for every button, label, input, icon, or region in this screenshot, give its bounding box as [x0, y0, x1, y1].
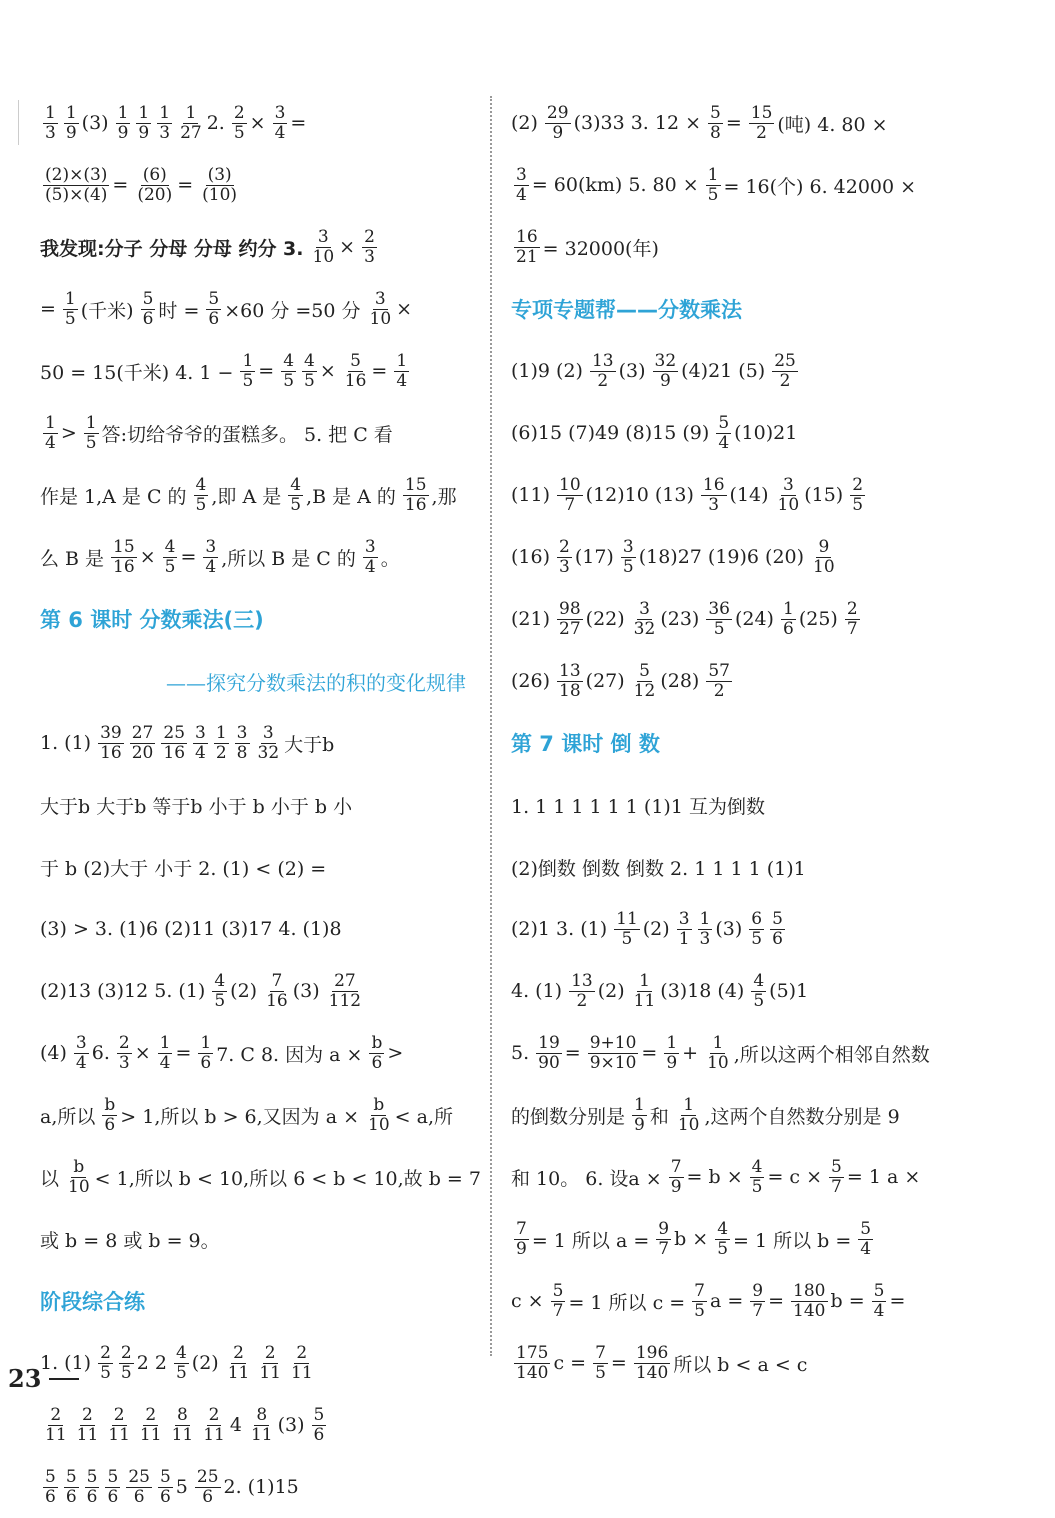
fraction: 13 2 — [591, 350, 614, 391]
text-segment: (21) — [511, 608, 551, 630]
fraction: 2 5 — [852, 474, 864, 515]
fraction: $\frac{2}{3}$ — [364, 226, 375, 267]
fraction: 1 11 — [633, 970, 656, 1011]
fraction: 36 5 — [708, 598, 730, 639]
text-segment: = 1 所以 a = — [531, 1229, 650, 1252]
text-segment: (26) — [511, 670, 551, 692]
text-segment: (3) — [715, 918, 743, 940]
text-segment: (11) — [511, 484, 551, 506]
text-segment: = 60(km) 5. 80 × — [531, 174, 699, 196]
fraction: 1 9 — [65, 102, 77, 143]
fraction: $\frac{5}{7}$ — [831, 1156, 842, 1197]
text-segment: = 1 a × — [846, 1166, 921, 1188]
fraction: 3 32 — [257, 722, 280, 763]
text-segment: = — [175, 1042, 192, 1064]
fraction: $\frac{4}{5}$ — [717, 1218, 729, 1259]
fraction: 32 9 — [654, 350, 677, 391]
text-segment: b = — [830, 1290, 865, 1312]
text-segment: (5)1 — [769, 980, 809, 1002]
text-segment: ,这两个自然数分别是 9 — [704, 1105, 900, 1128]
section-subtitle: ——探究分数乘法的积的变化规律 — [166, 670, 466, 695]
right-column — [511, 92, 951, 1394]
text-segment: (3) — [292, 980, 320, 1002]
fraction: 1 10 — [677, 1094, 700, 1135]
fraction: $\frac{15}{16}$ — [113, 536, 135, 577]
fraction: 3 4 — [195, 722, 206, 763]
text-segment: ,所以这两个相邻自然数 — [733, 1043, 930, 1066]
right-line — [511, 216, 951, 278]
fraction: 25 6 — [128, 1466, 150, 1507]
fraction: $\frac{15}{2}$ — [750, 102, 773, 143]
right-line — [511, 1084, 951, 1146]
left-line — [40, 774, 480, 836]
left-line — [40, 960, 480, 1022]
text-segment: 所以 b < a < c — [673, 1353, 808, 1376]
text-segment: (15) — [804, 484, 844, 506]
fraction: 1 9 — [117, 102, 129, 143]
fraction: 98 27 — [559, 598, 581, 639]
text-segment: = — [564, 1042, 581, 1064]
fraction: 3 1 — [678, 908, 690, 949]
text-segment: 以 — [40, 1167, 60, 1190]
left-line — [40, 712, 480, 774]
text-segment: ,那 — [431, 485, 457, 508]
text-segment: (1)9 (2) — [511, 360, 583, 382]
fraction: $\frac{16}{21}$ — [516, 226, 538, 267]
text-segment: = c × — [767, 1166, 823, 1188]
fraction: 2 11 — [76, 1404, 99, 1445]
text-segment: (2) — [230, 980, 258, 1002]
fraction: $\frac{7}{5}$ — [694, 1280, 705, 1321]
fraction: 1 4 — [45, 412, 56, 453]
left-line — [40, 464, 480, 526]
fraction: $\frac{5}{16}$ — [344, 350, 367, 391]
text-segment: 1. (1) — [40, 1352, 92, 1374]
text-segment: = — [40, 298, 56, 320]
fraction: 27 20 — [131, 722, 154, 763]
fraction: 2 11 — [291, 1342, 313, 1383]
text-segment: (2)13 (3)12 5. (1) — [40, 980, 206, 1002]
fraction: 39 16 — [100, 722, 122, 763]
text-segment: × — [396, 298, 413, 320]
text-segment: (6)15 (7)49 (8)15 (9) — [511, 422, 710, 444]
text-segment: 大于b — [284, 733, 335, 756]
text-segment: × — [319, 360, 336, 382]
fraction: $\frac{4}{5}$ — [751, 1156, 763, 1197]
fraction: $\frac{3}{4}$ — [274, 102, 286, 143]
fraction: 3 8 — [236, 722, 248, 763]
left-line — [40, 650, 480, 712]
fraction: $\frac{1}{5}$ — [242, 350, 254, 391]
text-segment: = b × — [686, 1166, 743, 1188]
fraction: $\frac{7}{9}$ — [670, 1156, 682, 1197]
fraction: $\frac{7}{5}$ — [595, 1342, 606, 1383]
left-column — [40, 92, 480, 1518]
fraction: 10 7 — [559, 474, 581, 515]
fraction: $\frac{196}{140}$ — [635, 1342, 669, 1383]
text-segment: (23) — [660, 608, 700, 630]
text-segment: (17) — [574, 546, 614, 568]
text-segment: 的倒数分别是 — [511, 1105, 626, 1128]
text-segment: × — [339, 236, 356, 258]
text-segment: (4)21 (5) — [681, 360, 766, 382]
text-segment: (10)21 — [734, 422, 798, 444]
text-segment: c = — [553, 1352, 587, 1374]
fraction: 29 9 — [546, 102, 569, 143]
section-heading: 第 6 课时 分数乘法(三) — [40, 608, 264, 632]
text-segment: 答:切给爷爷的蛋糕多。 5. 把 C 看 — [101, 423, 393, 446]
page-number-text: 23 — [8, 1364, 42, 1393]
fraction: 1 9 — [138, 102, 150, 143]
text-segment: 和 10。 6. 设a × — [511, 1167, 662, 1190]
fraction: 5 6 — [313, 1404, 325, 1445]
text-segment: 6. — [91, 1042, 110, 1064]
fraction: 16 3 — [702, 474, 725, 515]
text-segment: > — [60, 422, 77, 444]
text-segment: 大于b 大于b 等于b 小于 b 小于 b 小 — [40, 795, 353, 818]
right-line — [511, 836, 951, 898]
right-line — [511, 1270, 951, 1332]
fraction: 9 10 — [813, 536, 835, 577]
right-line — [511, 526, 951, 588]
fraction: $\frac{7}{9}$ — [516, 1218, 527, 1259]
text-segment: (千米) — [80, 299, 134, 322]
text-segment: 1. (1) — [40, 732, 92, 754]
right-line — [511, 774, 951, 836]
text-segment: = — [180, 546, 197, 568]
fraction: 1 27 — [180, 102, 202, 143]
fraction: 175 140 — [516, 1342, 549, 1383]
fraction: $\frac{9+10}{9\times 10}$ — [589, 1032, 637, 1073]
section-heading: 第 7 课时 倒 数 — [511, 732, 660, 756]
text-segment: = — [371, 360, 388, 382]
fraction: b 6 — [104, 1094, 116, 1135]
text-segment: = — [610, 1352, 627, 1374]
fraction: 2 5 — [120, 1342, 132, 1383]
fraction: 8 11 — [171, 1404, 194, 1445]
text-segment: a,所以 — [40, 1105, 96, 1128]
text-segment: (吨) 4. 80 × — [777, 113, 888, 136]
fraction: $\frac{1}{9}$ — [666, 1032, 678, 1073]
text-segment: 么 B 是 — [40, 547, 105, 570]
fraction: $\frac{(3)}{(10)}$ — [202, 164, 238, 205]
fraction: 2 11 — [203, 1404, 225, 1445]
text-segment: = 1 所以 c = — [568, 1291, 686, 1314]
right-line — [511, 340, 951, 402]
text-segment: (2)倒数 倒数 倒数 2. 1 1 1 1 (1)1 — [511, 857, 806, 880]
fraction: 5 6 — [142, 288, 154, 329]
right-line — [511, 154, 951, 216]
fraction: 5 6 — [159, 1466, 171, 1507]
text-segment: = — [290, 112, 307, 134]
text-segment: (16) — [511, 546, 551, 568]
text-segment: (2) — [597, 980, 625, 1002]
fraction: $\frac{4}{5}$ — [283, 350, 295, 391]
fraction: $\frac{5}{4}$ — [860, 1218, 872, 1259]
fraction: $\frac{b}{10}$ — [368, 1094, 390, 1135]
fraction: $\frac{3}{10}$ — [369, 288, 392, 329]
text-segment: (27) — [585, 670, 625, 692]
fraction: 2 7 — [846, 598, 858, 639]
fraction: 5 4 — [718, 412, 730, 453]
text-segment: (14) — [729, 484, 769, 506]
text-segment: b × — [674, 1228, 709, 1250]
fraction: $\frac{1}{5}$ — [64, 288, 76, 329]
fraction: 2 11 — [45, 1404, 67, 1445]
fraction: 2 5 — [100, 1342, 111, 1383]
fraction: 5 6 — [772, 908, 783, 949]
text-segment: < a,所 — [394, 1105, 453, 1128]
text-segment: = — [177, 174, 194, 196]
fraction: 57 2 — [708, 660, 730, 701]
fraction: 25 16 — [163, 722, 186, 763]
fraction: $\frac{1}{10}$ — [707, 1032, 729, 1073]
fraction: 11 5 — [616, 908, 638, 949]
text-segment: (3) > 3. (1)6 (2)11 (3)17 4. (1)8 — [40, 918, 342, 940]
right-line — [511, 588, 951, 650]
fraction: 4 5 — [175, 1342, 187, 1383]
text-segment: a = — [710, 1290, 744, 1312]
fraction: 3 4 — [364, 536, 376, 577]
fraction: 25 6 — [196, 1466, 219, 1507]
fraction: 3 5 — [622, 536, 634, 577]
text-segment: (25) — [798, 608, 838, 630]
text-segment: > — [387, 1042, 404, 1064]
text-segment: 5. — [511, 1042, 530, 1064]
left-line — [40, 1456, 480, 1518]
text-segment: 2. — [206, 112, 225, 134]
text-segment: 2 2 — [136, 1352, 167, 1374]
right-line — [511, 1208, 951, 1270]
left-line — [40, 1394, 480, 1456]
right-line — [511, 402, 951, 464]
text-segment: (3) — [81, 112, 109, 134]
fraction: 4 5 — [195, 474, 207, 515]
left-line — [40, 1208, 480, 1270]
fraction: 1 5 — [85, 412, 97, 453]
section-heading: 专项专题帮——分数乘法 — [511, 298, 742, 322]
fraction: 25 2 — [774, 350, 796, 391]
fraction: 5 6 — [86, 1466, 98, 1507]
left-line — [40, 278, 480, 340]
left-line — [40, 588, 480, 650]
fraction: $\frac{2}{3}$ — [118, 1032, 130, 1073]
right-line — [511, 1332, 951, 1394]
fraction: 13 2 — [571, 970, 593, 1011]
fraction: $\frac{9}{7}$ — [752, 1280, 764, 1321]
fraction: $\frac{19}{90}$ — [538, 1032, 560, 1073]
text-segment: (12)10 (13) — [585, 484, 694, 506]
text-segment: = — [725, 112, 742, 134]
text-segment: 50 = 15(千米) 4. 1 − — [40, 361, 234, 384]
text-segment: 或 b = 8 或 b = 9。 — [40, 1229, 220, 1252]
fraction: 2 11 — [139, 1404, 162, 1445]
text-segment: 和 — [649, 1105, 669, 1128]
fraction: 1 3 — [699, 908, 711, 949]
left-line — [40, 1332, 480, 1394]
text-segment: × — [249, 112, 266, 134]
fraction: 3 10 — [777, 474, 800, 515]
right-line — [511, 92, 951, 154]
text-segment: 2. (1)15 — [223, 1476, 299, 1498]
fraction: $\frac{180}{140}$ — [793, 1280, 826, 1321]
margin-tick — [18, 100, 19, 145]
fraction: 13 18 — [559, 660, 581, 701]
fraction: 5 6 — [107, 1466, 119, 1507]
text-segment: ,B 是 A 的 — [306, 485, 396, 508]
text-segment: 4. (1) — [511, 980, 563, 1002]
text-segment: = 1 所以 b = — [733, 1229, 852, 1252]
fraction: $\frac{3}{4}$ — [516, 164, 527, 205]
fraction: 27 112 — [328, 970, 362, 1011]
text-segment: ×60 分 =50 分 — [224, 299, 361, 322]
right-line — [511, 278, 951, 340]
text-segment: 作是 1,A 是 C 的 — [40, 485, 187, 508]
text-segment: (3)33 3. 12 × — [573, 112, 701, 134]
text-segment: = — [112, 174, 129, 196]
text-segment: (2)1 3. (1) — [511, 918, 608, 940]
text-segment: (18)27 (19)6 (20) — [638, 546, 805, 568]
fraction: 1 3 — [45, 102, 56, 143]
text-segment: 7. C 8. 因为 a × — [216, 1043, 363, 1066]
right-line — [511, 464, 951, 526]
text-segment: + — [682, 1042, 699, 1064]
left-line — [40, 1146, 480, 1208]
text-segment: (2) — [642, 918, 670, 940]
text-segment: (3) — [618, 360, 646, 382]
text-segment: 我发现:分子 分母 分母 约分 3. — [40, 237, 304, 260]
text-segment: (28) — [660, 670, 700, 692]
text-segment: × — [139, 546, 156, 568]
text-segment: 1. 1 1 1 1 1 1 (1)1 互为倒数 — [511, 795, 765, 818]
left-line — [40, 92, 480, 154]
fraction: 5 6 — [65, 1466, 77, 1507]
fraction: 6 5 — [751, 908, 763, 949]
fraction: 3 4 — [75, 1032, 87, 1073]
fraction: b 10 — [68, 1156, 90, 1197]
fraction: $\frac{3}{10}$ — [312, 226, 335, 267]
right-line — [511, 898, 951, 960]
right-line — [511, 712, 951, 774]
text-segment: ,即 A 是 — [211, 485, 282, 508]
fraction: $\frac{2}{5}$ — [233, 102, 245, 143]
fraction: $\frac{5}{4}$ — [873, 1280, 885, 1321]
text-segment: > 1,所以 b > 6,又因为 a × — [120, 1105, 360, 1128]
text-segment: = — [258, 360, 275, 382]
fraction: 2 3 — [559, 536, 570, 577]
fraction: 2 11 — [259, 1342, 281, 1383]
left-line — [40, 154, 480, 216]
fraction: $\frac{1}{5}$ — [707, 164, 719, 205]
text-segment: = — [889, 1290, 906, 1312]
text-segment: (4) — [40, 1042, 67, 1064]
right-line — [511, 960, 951, 1022]
text-segment: (2) — [191, 1352, 219, 1374]
fraction: $\frac{(2)\times(3)}{(5)\times(4)}$ — [45, 164, 108, 205]
left-line — [40, 216, 480, 278]
fraction: $\frac{4}{5}$ — [164, 536, 176, 577]
text-segment: (3)18 (4) — [660, 980, 745, 1002]
fraction: $\frac{b}{6}$ — [371, 1032, 383, 1073]
fraction: 2 11 — [227, 1342, 250, 1383]
fraction: 15 16 — [404, 474, 427, 515]
fraction: 1 9 — [634, 1094, 645, 1135]
left-line — [40, 526, 480, 588]
fraction: $\frac{1}{4}$ — [159, 1032, 171, 1073]
text-segment: = 32000(年) — [542, 237, 659, 260]
text-segment: 时 = — [158, 299, 200, 322]
right-line — [511, 650, 951, 712]
text-segment: = — [641, 1042, 658, 1064]
text-segment: (22) — [585, 608, 625, 630]
fraction: $\frac{(6)}{(20)}$ — [137, 164, 173, 205]
fraction: 4 5 — [214, 970, 226, 1011]
fraction: $\frac{9}{7}$ — [658, 1218, 670, 1259]
fraction: $\frac{1}{6}$ — [200, 1032, 212, 1073]
text-segment: (2) — [511, 112, 538, 134]
text-segment: 。 — [380, 547, 400, 570]
fraction: $\frac{4}{5}$ — [304, 350, 315, 391]
fraction: 4 5 — [290, 474, 302, 515]
text-segment: = 16(个) 6. 42000 × — [723, 175, 917, 198]
text-segment: (3) — [277, 1414, 305, 1436]
text-segment: (24) — [734, 608, 774, 630]
fraction: $\frac{5}{6}$ — [208, 288, 220, 329]
fraction: $\frac{1}{4}$ — [396, 350, 408, 391]
text-segment: × — [134, 1042, 151, 1064]
fraction: $\frac{5}{8}$ — [710, 102, 721, 143]
left-line — [40, 340, 480, 402]
fraction: 5 6 — [45, 1466, 56, 1507]
right-line — [511, 1022, 951, 1084]
left-line — [40, 898, 480, 960]
fraction: 2 11 — [108, 1404, 130, 1445]
page-number — [8, 1364, 79, 1393]
text-segment: ,所以 B 是 C 的 — [221, 547, 356, 570]
left-line — [40, 1270, 480, 1332]
fraction: 3 32 — [633, 598, 656, 639]
fraction: 4 5 — [753, 970, 765, 1011]
text-segment: < 1,所以 b < 10,所以 6 < b < 10,故 b = 7 — [94, 1167, 481, 1190]
left-line — [40, 1022, 480, 1084]
fraction: $\frac{5}{7}$ — [552, 1280, 564, 1321]
fraction: 5 12 — [633, 660, 656, 701]
text-segment: 5 — [175, 1476, 188, 1498]
column-divider — [490, 96, 492, 1356]
fraction: 1 2 — [215, 722, 227, 763]
fraction: 7 16 — [266, 970, 288, 1011]
left-line — [40, 836, 480, 898]
text-segment: = — [768, 1290, 785, 1312]
left-line — [40, 1084, 480, 1146]
text-segment: 4 — [229, 1414, 242, 1436]
section-heading: 阶段综合练 — [40, 1290, 145, 1314]
fraction: $\frac{3}{4}$ — [205, 536, 217, 577]
fraction: 1 3 — [159, 102, 171, 143]
fraction: 8 11 — [250, 1404, 273, 1445]
left-line — [40, 402, 480, 464]
text-segment: c × — [511, 1290, 544, 1312]
right-line — [511, 1146, 951, 1208]
fraction: 1 6 — [782, 598, 794, 639]
text-segment: 于 b (2)大于 小于 2. (1) < (2) = — [40, 857, 327, 880]
